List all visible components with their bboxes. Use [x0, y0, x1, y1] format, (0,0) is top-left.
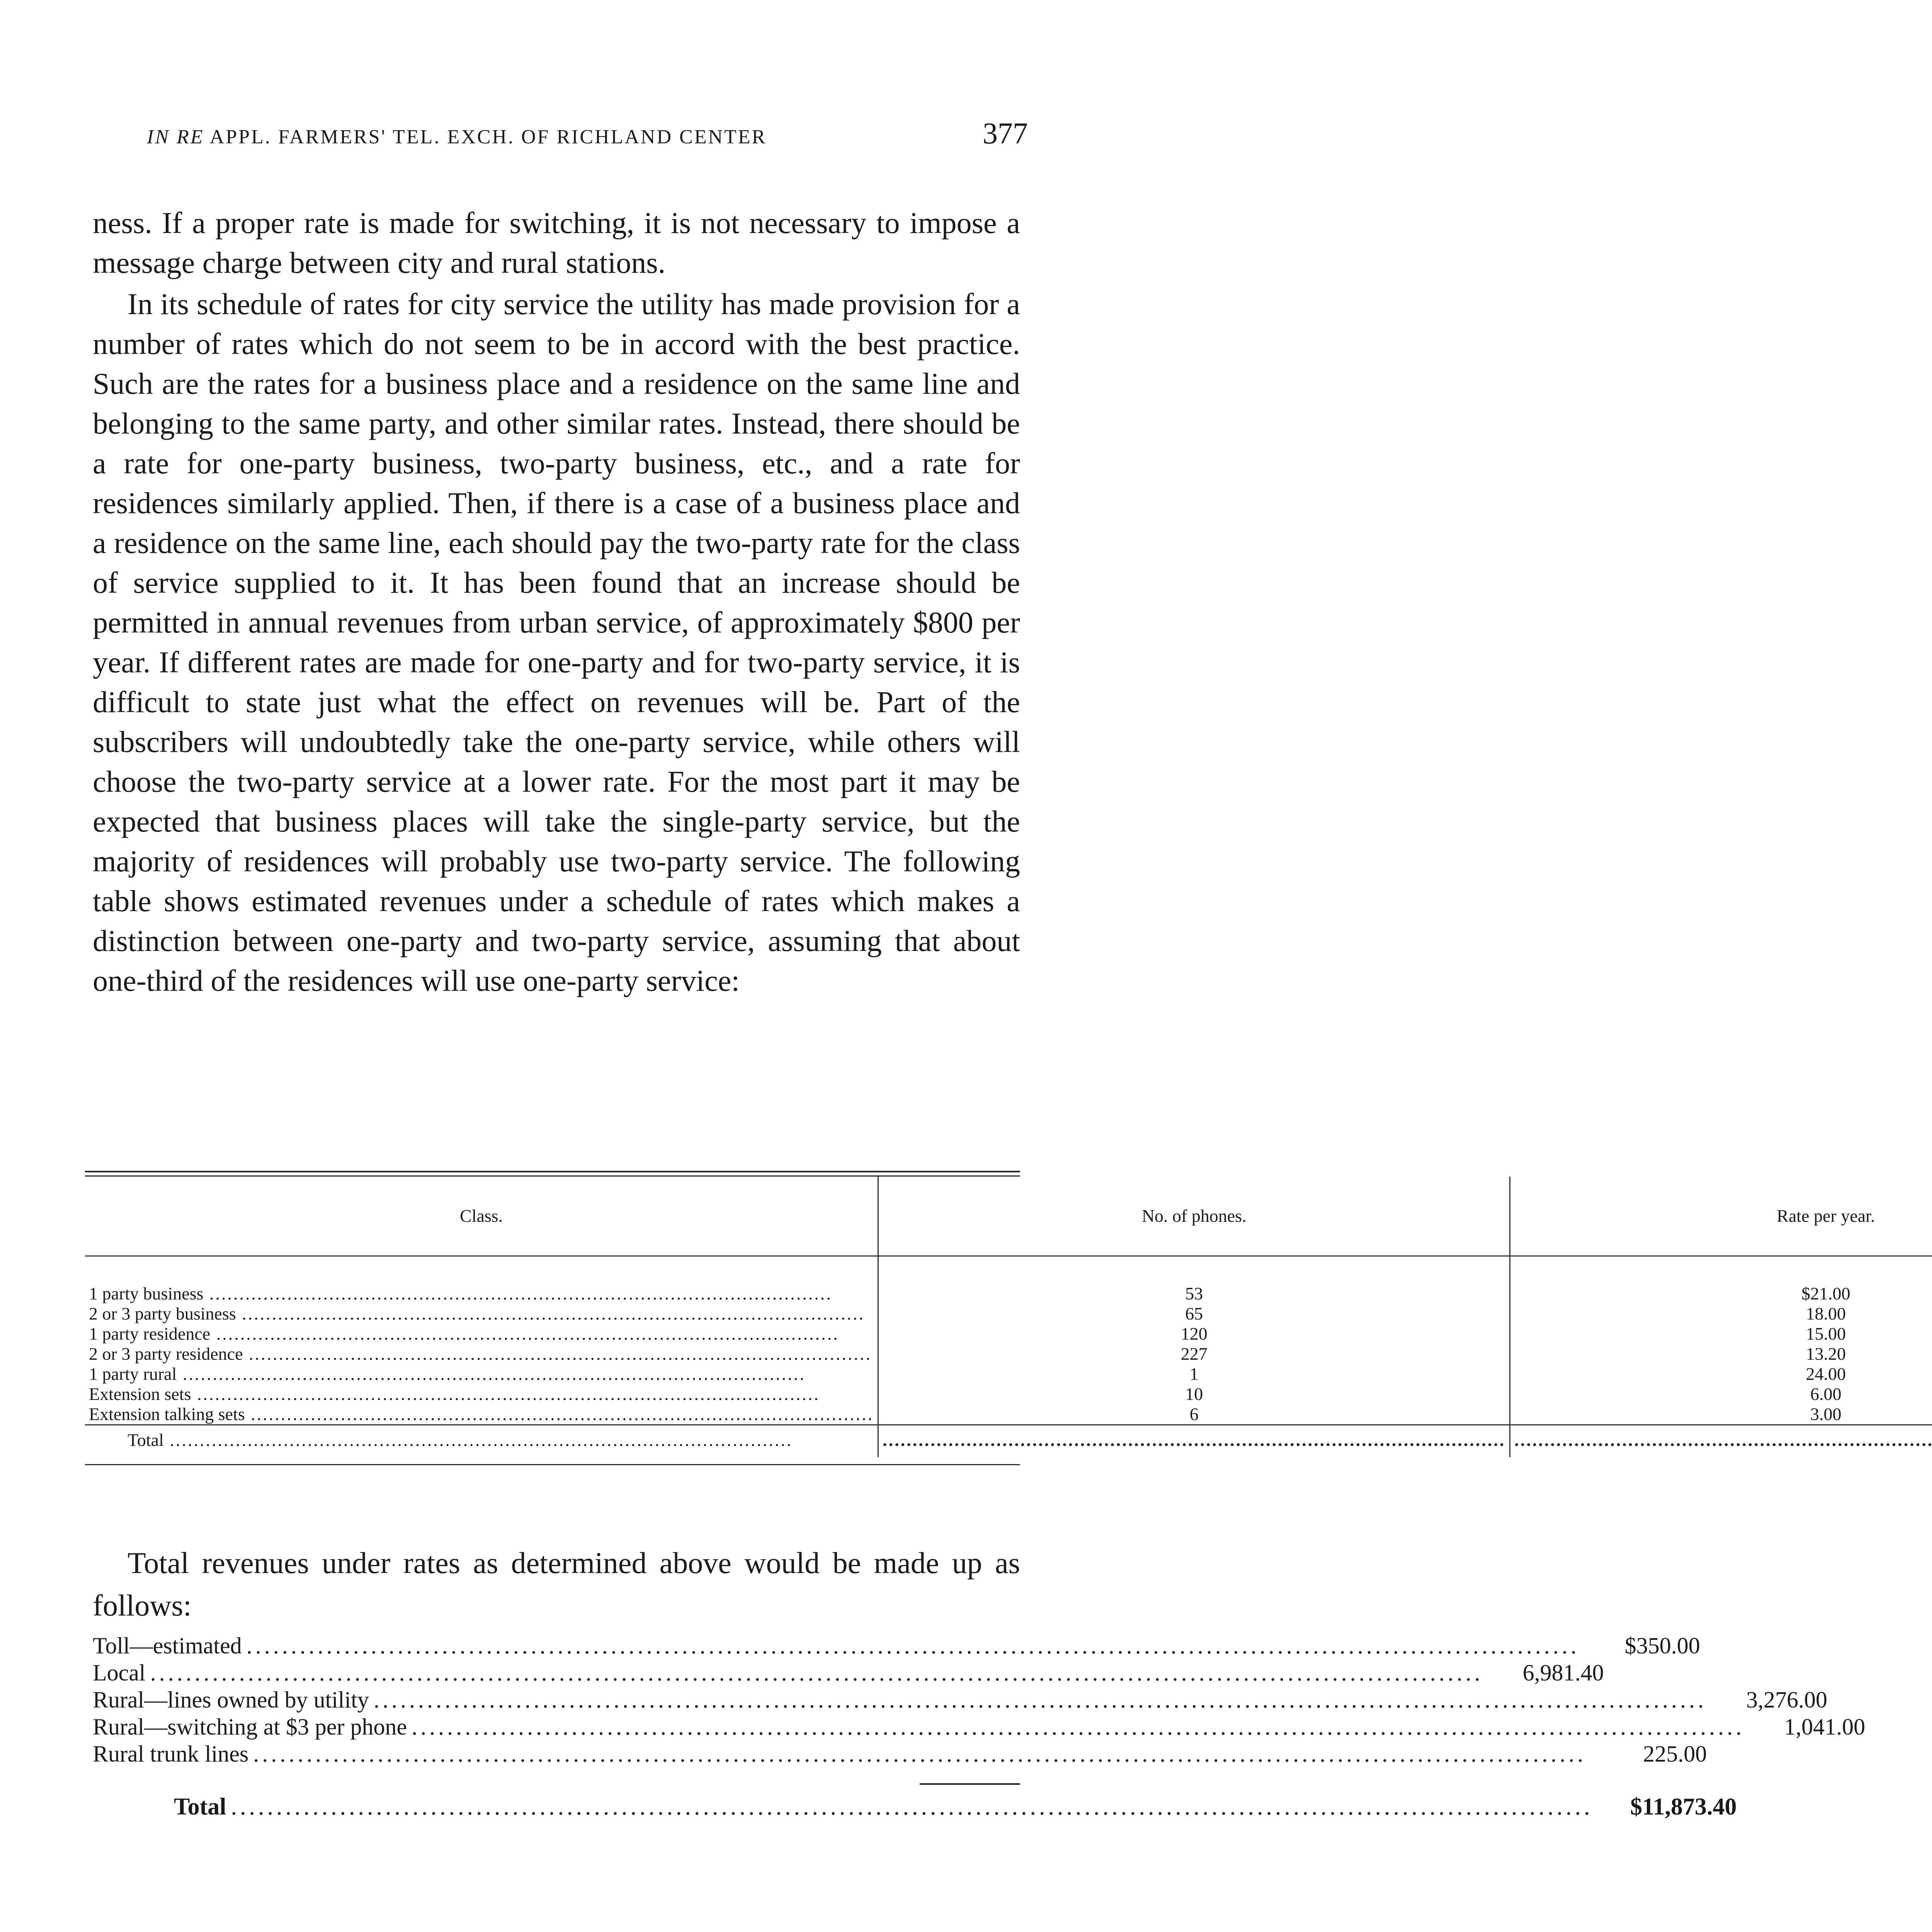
body-paragraph-2	[93, 284, 1020, 1000]
table-header-row	[85, 1177, 1932, 1256]
table-row	[85, 1256, 1932, 1304]
summary-amount: 3,276.00	[1746, 1687, 1827, 1713]
row-rate: 15.00	[1510, 1324, 1932, 1344]
table-row	[85, 1384, 1932, 1404]
table-row	[85, 1324, 1932, 1344]
row-class: Extension sets .....	[85, 1384, 878, 1404]
paragraph-text: ness. If a proper rate is made for switching, it is not necessary to impose a message charge between city and rural stations.	[93, 206, 1020, 279]
row-class: 1 party business .....	[85, 1256, 878, 1304]
summary-label: Rural—lines owned by utility	[93, 1687, 369, 1713]
row-rate: 18.00	[1510, 1304, 1932, 1324]
row-class: Extension talking sets .....	[85, 1404, 878, 1425]
header-title-italic: IN RE	[147, 126, 204, 148]
page-number: 377	[983, 116, 1028, 150]
summary-total-row	[93, 1793, 1737, 1821]
summary-label: Rural—switching at $3 per phone	[93, 1714, 407, 1740]
table-top-rule	[85, 1171, 1020, 1177]
row-phones: 227	[878, 1344, 1510, 1364]
row-phones: 53	[878, 1256, 1510, 1304]
leader-dots	[150, 1660, 1483, 1686]
table-total-row	[85, 1425, 1932, 1458]
row-rate: 24.00	[1510, 1364, 1932, 1384]
total-rate-blank	[1510, 1425, 1932, 1458]
running-header	[147, 116, 1028, 151]
revenue-table-container	[85, 1171, 1875, 1465]
row-rate: 6.00	[1510, 1384, 1932, 1404]
summary-row	[93, 1741, 1707, 1768]
summary-total-amount: $11,873.40	[1630, 1794, 1737, 1820]
row-phones: 6	[878, 1404, 1510, 1425]
row-class: 2 or 3 party business .....	[85, 1304, 878, 1324]
leader-dots	[374, 1687, 1707, 1713]
revenue-table	[85, 1177, 1932, 1457]
leader-dots	[231, 1793, 1593, 1821]
header-title-text: APPL. FARMERS' TEL. EXCH. OF RICHLAND CENTER	[209, 126, 767, 148]
row-phones: 120	[878, 1324, 1510, 1344]
header-rate: Rate per year.	[1510, 1177, 1932, 1256]
summary-amount: 1,041.00	[1784, 1714, 1866, 1740]
summary-label: Rural trunk lines	[93, 1741, 249, 1767]
row-class: 1 party residence .....	[85, 1324, 878, 1344]
header-title	[147, 126, 767, 148]
summary-total-label: Total	[174, 1794, 226, 1820]
row-rate: 3.00	[1510, 1404, 1932, 1425]
summary-label: Toll—estimated	[93, 1633, 242, 1658]
row-class: 2 or 3 party residence .....	[85, 1344, 878, 1364]
total-label: Total .....	[85, 1425, 878, 1458]
row-rate: $21.00	[1510, 1256, 1932, 1304]
summary-row	[93, 1687, 1827, 1714]
table-row	[85, 1344, 1932, 1364]
summary-label: Local	[93, 1660, 146, 1685]
revenue-summary	[93, 1633, 1866, 1821]
row-phones: 1	[878, 1364, 1510, 1384]
paragraph-text: In its schedule of rates for city service the utility has made provision for a number of rates which do not seem to be in accord with the best practice. Such are the rates for a business place and a residence on the same line and belonging to the same party, and other similar rates. Instead, there should be a rate for one-party business, two-party business, etc., and a rate for residences similarly applied. Then, if there is a case of a business place and a residence on the same line, each should pay the two-party rate for the class of service supplied to it. It has been found that an increase should be permitted in annual revenues from urban service, of approximately $800 per year. If different rates are made for one-party and for two-party service, it is difficult to state just what the effect on revenues will be. Part of the subscribers will undoubtedly take the one-party service, while others will choose the two-party service at a lower rate. For the most part it may be expected that business places will take the single-party service, but the majority of residences will probably use two-party service. The following table shows estimated revenues under a schedule of rates which makes a distinction between one-party and two-party service, assuming that about one-third of the residences will use one-party service:	[93, 287, 1020, 997]
header-class: Class.	[85, 1177, 878, 1256]
body-paragraph-1	[93, 203, 1020, 282]
row-phones: 10	[878, 1384, 1510, 1404]
summary-row	[93, 1714, 1866, 1741]
table-row	[85, 1304, 1932, 1324]
leader-dots	[247, 1633, 1580, 1659]
summary-amount: 6,981.40	[1522, 1660, 1604, 1685]
table-row	[85, 1404, 1932, 1425]
header-phones: No. of phones.	[878, 1177, 1510, 1256]
summary-intro: Total revenues under rates as determined above would be made up as follows:	[93, 1546, 1020, 1622]
row-rate: 13.20	[1510, 1344, 1932, 1364]
summary-row	[93, 1660, 1604, 1687]
leader-dots	[253, 1741, 1586, 1767]
table-row	[85, 1364, 1932, 1384]
summary-total-rule	[920, 1783, 1020, 1785]
row-phones: 65	[878, 1304, 1510, 1324]
summary-amount: $350.00	[1624, 1633, 1700, 1658]
row-class: 1 party rural .....	[85, 1364, 878, 1384]
summary-amount: 225.00	[1643, 1741, 1707, 1767]
summary-row	[93, 1633, 1700, 1660]
table-bottom-rule	[85, 1464, 1020, 1465]
total-phones-blank	[878, 1425, 1510, 1458]
leader-dots	[412, 1714, 1745, 1740]
